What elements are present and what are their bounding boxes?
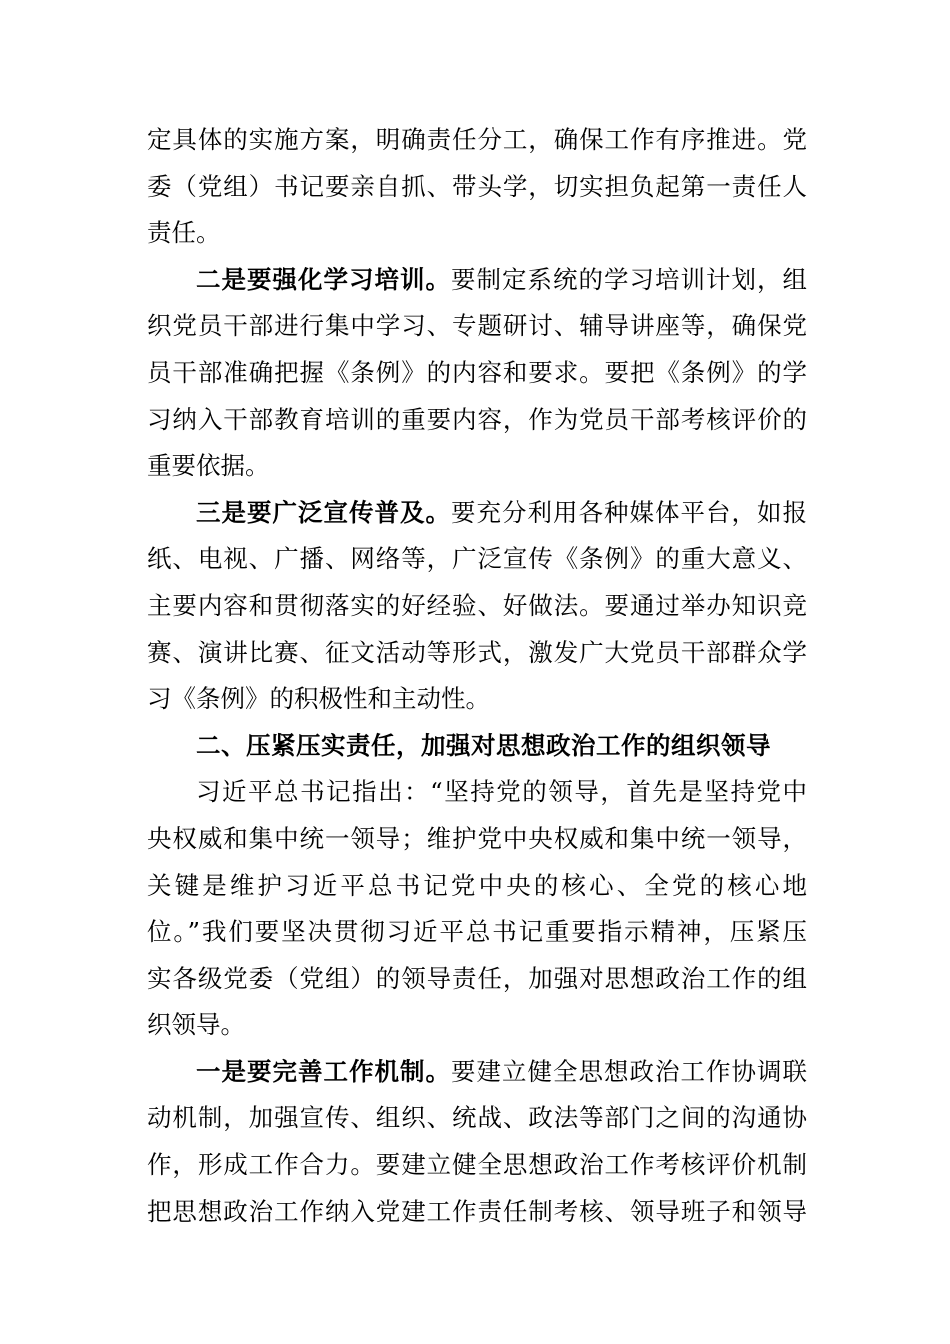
section-heading: 二、压紧压实责任，加强对思想政治工作的组织领导 bbox=[196, 730, 771, 760]
text-line: 责任。 bbox=[147, 218, 221, 248]
text-line: 实各级党委（党组）的领导责任，加强对思想政治工作的组 bbox=[147, 963, 807, 993]
paragraph-1 bbox=[147, 117, 807, 257]
paragraph-5 bbox=[147, 1049, 807, 1235]
text-line: 习近平总书记指出：“坚持党的领导，首先是坚持党中 bbox=[196, 777, 807, 807]
text-line: 赛、演讲比赛、征文活动等形式，激发广大党员干部群众学 bbox=[147, 637, 807, 667]
text-line bbox=[147, 257, 807, 304]
text-line: 委（党组）书记要亲自抓、带头学，切实担负起第一责任人 bbox=[147, 171, 807, 201]
text-line: 织党员干部进行集中学习、专题研讨、辅导讲座等，确保党 bbox=[147, 311, 807, 341]
text-line: 关键是维护习近平总书记党中央的核心、全党的核心地 bbox=[147, 870, 807, 900]
text-line: 员干部准确把握《条例》的内容和要求。要把《条例》的学 bbox=[147, 357, 807, 387]
text-line: 主要内容和贯彻落实的好经验、好做法。要通过举办知识竞 bbox=[147, 590, 807, 620]
text-line: 动机制，加强宣传、组织、统战、政法等部门之间的沟通协 bbox=[147, 1103, 807, 1133]
text-line: 重要依据。 bbox=[147, 451, 270, 481]
text-line: 央权威和集中统一领导；维护党中央权威和集中统一领导， bbox=[147, 823, 807, 853]
paragraph-3 bbox=[147, 490, 807, 723]
text-line bbox=[147, 1049, 807, 1096]
paragraph-lead: 三是要广泛宣传普及。 bbox=[196, 497, 451, 527]
paragraph-2 bbox=[147, 257, 807, 490]
text-line: 习纳入干部教育培训的重要内容，作为党员干部考核评价的 bbox=[147, 404, 807, 434]
text-line: 织领导。 bbox=[147, 1010, 245, 1040]
text-line: 把思想政治工作纳入党建工作责任制考核、领导班子和领导 bbox=[147, 1196, 807, 1226]
text-line: 位。”我们要坚决贯彻习近平总书记重要指示精神，压紧压 bbox=[147, 917, 807, 947]
text-span: 要制定系统的学习培训计划，组 bbox=[451, 264, 807, 294]
text-line bbox=[147, 490, 807, 537]
text-line: 作，形成工作合力。要建立健全思想政治工作考核评价机制 bbox=[147, 1150, 807, 1180]
paragraph-4 bbox=[147, 769, 807, 1049]
text-span: 要充分利用各种媒体平台，如报 bbox=[451, 497, 807, 527]
text-line: 定具体的实施方案，明确责任分工，确保工作有序推进。党 bbox=[147, 125, 807, 154]
text-line: 纸、电视、广播、网络等，广泛宣传《条例》的重大意义、 bbox=[147, 544, 807, 574]
text-span: 要建立健全思想政治工作协调联 bbox=[451, 1056, 807, 1086]
paragraph-lead: 二是要强化学习培训。 bbox=[196, 264, 451, 294]
text-line: 习《条例》的积极性和主动性。 bbox=[147, 684, 490, 714]
document-page bbox=[147, 117, 807, 1235]
paragraph-lead: 一是要完善工作机制。 bbox=[196, 1056, 451, 1086]
